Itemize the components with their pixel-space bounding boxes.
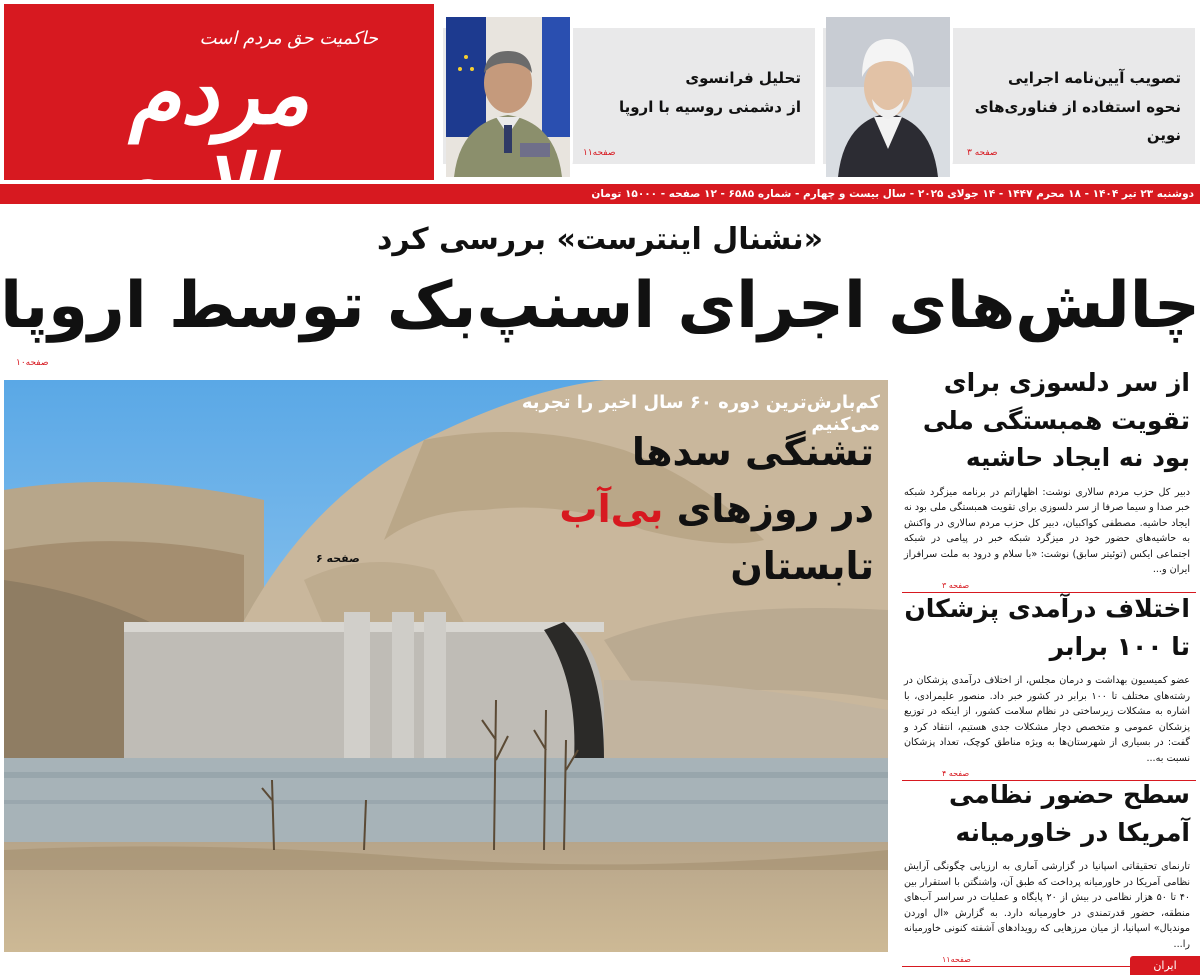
- portrait-cleric-icon: [826, 17, 950, 177]
- dateline-bar: دوشنبه ۲۳ تیر ۱۴۰۴ - ۱۸ محرم ۱۴۴۷ - ۱۴ جولای ۲۰۲۵ - سال بیست و چهارم - شماره ۶۵۸۵ - ۱۲ صفحه - ۱۵۰۰۰ تومان: [0, 184, 1200, 204]
- photo-page-ref: صفحه ۶: [316, 552, 360, 565]
- masthead-title: مردم: [128, 44, 310, 143]
- story-body: دبیر کل حزب مردم سالاری نوشت: اظهاراتم در برنامه میزگرد شبکه خبر صدا و سیما صرفا از سر دلسوزی برای تقویت همبستگی ملی بود نه ایجاد حاشیه. مصطفی کواکبیان، دبیر کل حزب مردم سالاری در واکنش به حاشیه‌های حضور خود در میزگرد شبکه خبر در پیامی در شبکه اجتماعی ایکس (توئیتر سابق) نوشت: «با سلام و درود به ملت سرافراز ایران و...: [904, 486, 1190, 576]
- teaser-page-ref: صفحه۱۱: [583, 148, 616, 158]
- story-title: از سر دلسوزی برای تقویت همبستگی ملی بود نه ایجاد حاشیه: [922, 368, 1190, 472]
- story-page-ref: صفحه۱۱: [902, 954, 1196, 967]
- teaser-french-analysis[interactable]: [443, 28, 815, 164]
- story-title: سطح حضور نظامی آمریکا در خاورمیانه: [949, 780, 1190, 847]
- story-physician-income[interactable]: [902, 590, 1196, 781]
- portrait-general-icon: [446, 17, 570, 177]
- teaser-photo-general: [449, 14, 573, 174]
- story-national-solidarity[interactable]: [902, 364, 1196, 593]
- photo-kicker: کم‌بارش‌ترین دوره ۶۰ سال اخیر را تجربه می‌کنیم: [521, 392, 880, 435]
- story-body: عضو کمیسیون بهداشت و درمان مجلس، از اختلاف درآمدی پزشکان در رشته‌های مختلف تا ۱۰۰ برابر در کشور خبر داد. منصور علیمرادی، با اشاره به مشکلات زیرساختی در نظام سلامت کشور، از اینکه در توزیع پزشکان عمومی و متخصص دچار مشکلات جدی هستیم، انتقاد کرد و گفت: در بسیاری از شهرستان‌ها به ویژه مناطق کوچک، تعداد پزشکان نسبت به...: [904, 675, 1191, 764]
- teaser-page-ref: صفحه ۳: [967, 148, 998, 158]
- story-page-ref: صفحه ۴: [902, 768, 1196, 781]
- story-us-military-middle-east[interactable]: [902, 776, 1196, 967]
- teaser-title: تحلیل فرانسوی از دشمنی روسیه با اروپا: [618, 69, 801, 116]
- dam-photo-feature[interactable]: [4, 380, 888, 952]
- lead-page-ref: صفحه۱۰: [16, 358, 49, 368]
- story-page-ref: صفحه ۳: [902, 580, 1196, 593]
- lead-headline[interactable]: چالش‌های اجرای اسنپ‌بک توسط اروپا: [0, 269, 1200, 343]
- story-title: اختلاف درآمدی پزشکان تا ۱۰۰ برابر: [904, 594, 1190, 661]
- teaser-title: تصویب آیین‌نامه اجرایی نحوه استفاده از فناوری‌های نوین: [974, 69, 1181, 144]
- teaser-photo-cleric: [829, 14, 953, 174]
- lead-kicker: «نشنال اینترست» بررسی کرد: [377, 222, 823, 257]
- teaser-executive-regulation[interactable]: [823, 28, 1195, 164]
- right-column: [902, 364, 1196, 970]
- masthead-logo: [4, 4, 434, 180]
- masthead-tagline: حاکمیت حق مردم است: [199, 28, 378, 49]
- photo-title: تشنگی سدها در روزهای بی‌آب تابستان: [559, 430, 874, 588]
- watermark-stamp: ایران: [1130, 956, 1200, 975]
- story-body: تارنمای تحقیقاتی اسپانیا در گزارشی آماری به ارزیابی چگونگی آرایش نظامی آمریکا در خاورمیانه پرداخت که طبق آن، واشنگتن با استقرار بین ۴۰ تا ۵۰ هزار نظامی در بیش از ۲۰ پایگاه و عملیات در سراسر آب‌های منطقه، حضور قدرتمندی در خاورمیانه دارد. به گزارش «ال اوردن موندیال» اسپانیا، از میان مرزهایی که رویدادهای آشفته کنونی خاورمیانه را...: [904, 861, 1190, 950]
